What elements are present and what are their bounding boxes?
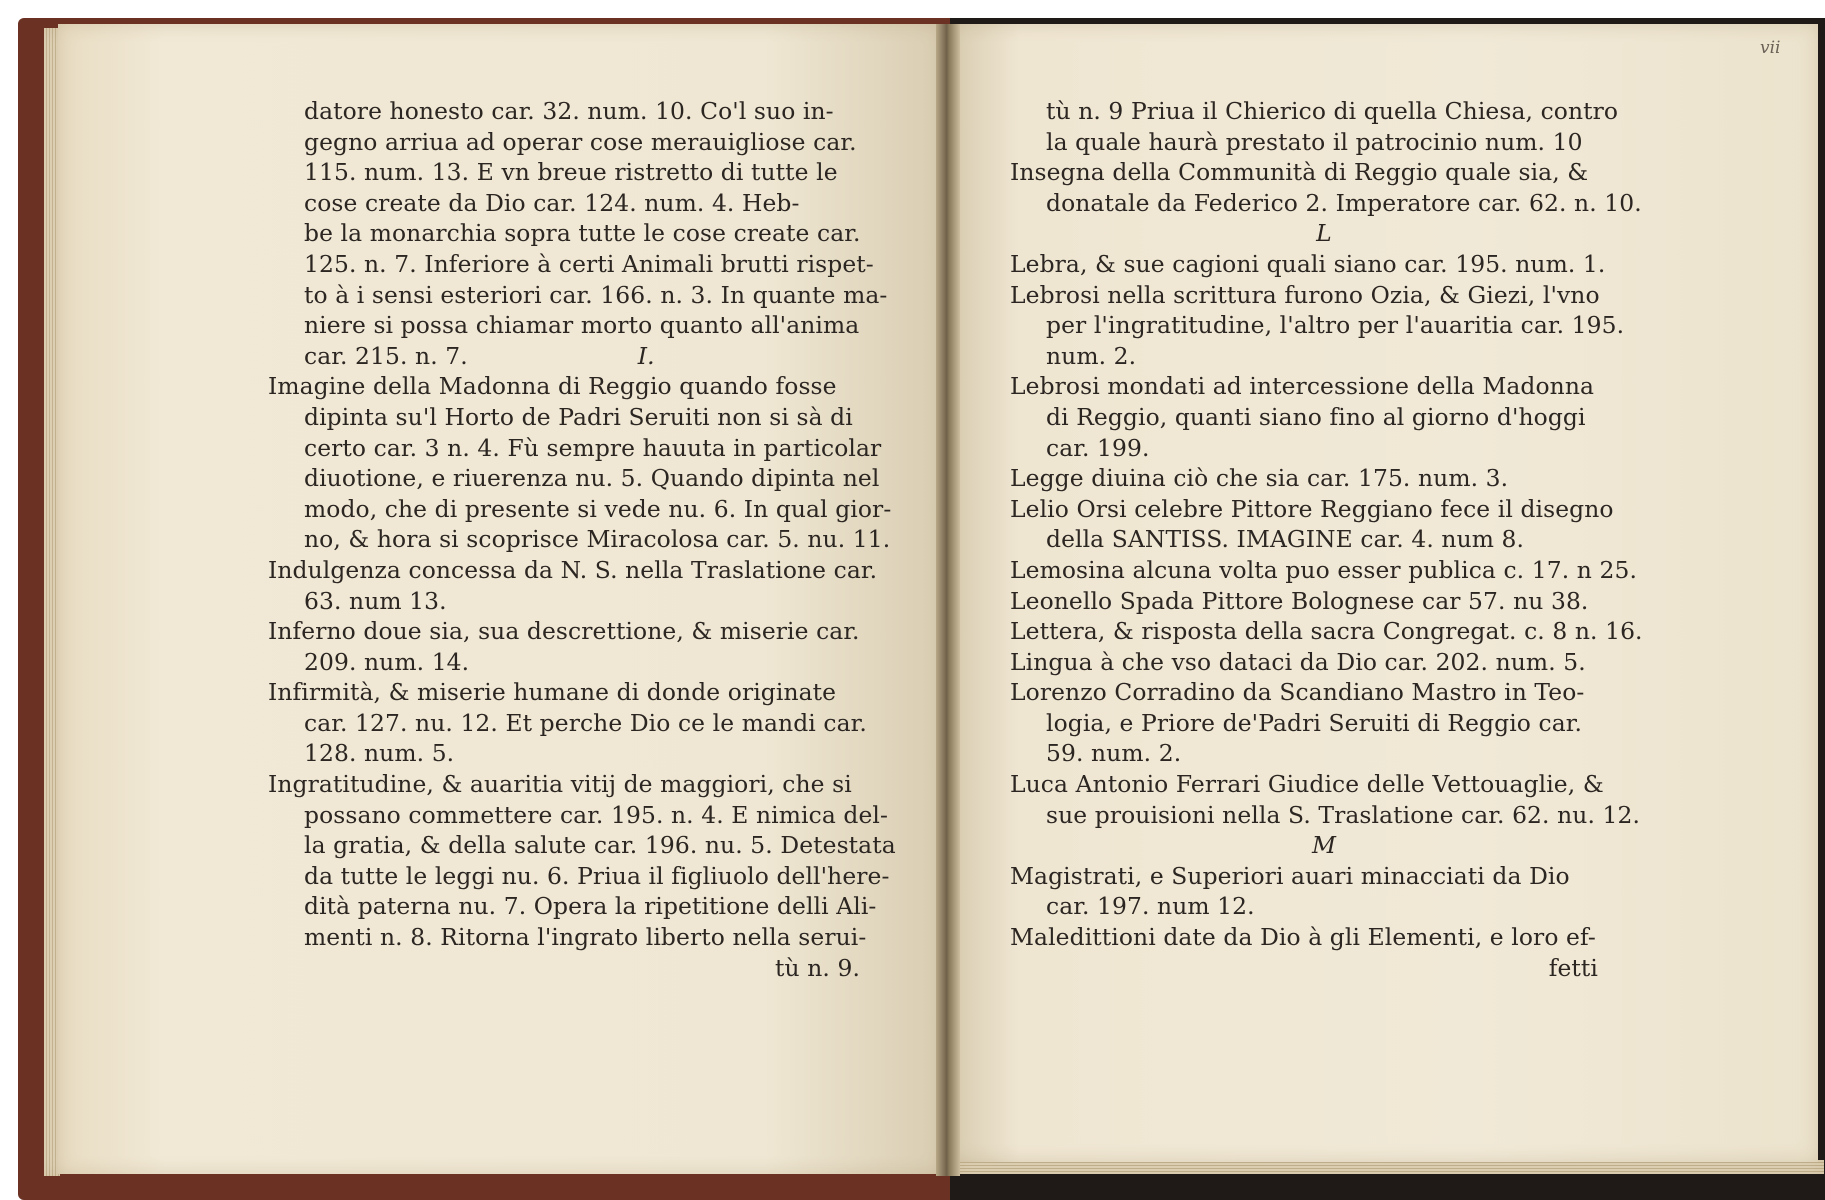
catchword: tù n. 9. <box>775 953 860 982</box>
text-line: 59. num. 2. <box>1046 739 1182 768</box>
index-entry <box>268 677 867 769</box>
text-line: car. 199. <box>1046 433 1150 462</box>
text-line: donatale da Federico 2. Imperatore car. 62. n. 10. <box>1046 188 1642 217</box>
text-line: certo car. 3 n. 4. Fù sempre hauuta in particolar <box>304 433 882 462</box>
index-entry <box>1010 249 1606 280</box>
text-line: Lebrosi mondati ad intercessione della Madonna <box>1010 372 1595 401</box>
text-line: to à i sensi esteriori car. 166. n. 3. In quante ma- <box>304 280 888 309</box>
text-line: Insegna della Communità di Reggio quale sia, & <box>1010 158 1589 187</box>
index-entry <box>1010 157 1642 218</box>
text-line: Inferno doue sia, sua descrettione, & miserie car. <box>268 617 860 646</box>
index-entry <box>268 555 878 616</box>
text-line: 63. num 13. <box>304 586 447 615</box>
index-entry <box>1010 494 1614 555</box>
index-entry <box>1010 861 1602 922</box>
text-line: Leonello Spada Pittore Bolognese car 57. nu 38. <box>1010 586 1589 615</box>
right-page-stack-edge <box>956 1160 1824 1174</box>
index-entry-continuation <box>1046 96 1619 157</box>
text-line: Magistrati, e Superiori auari minacciati da Dio <box>1010 861 1570 890</box>
text-line: la quale haurà prestato il patrocinio num. 10 <box>1046 127 1583 156</box>
text-line: sue prouisioni nella S. Traslatione car. 62. nu. 12. <box>1046 800 1641 829</box>
text-line: diuotione, e riuerenza nu. 5. Quando dipinta nel <box>304 464 880 493</box>
index-entry-continuation <box>304 96 888 371</box>
text-line: logia, e Priore de'Padri Seruiti di Reggio car. <box>1046 708 1582 737</box>
index-entry <box>1010 463 1602 494</box>
text-line: Infirmità, & miserie humane di donde originate <box>268 678 837 707</box>
text-line: datore honesto car. 32. num. 10. Co'l suo in- <box>304 97 834 125</box>
text-line: niere si possa chiamar morto quanto all'anima <box>304 311 860 340</box>
text-line: dità paterna nu. 7. Opera la ripetitione delli Ali- <box>304 892 877 921</box>
text-line: per l'ingratitudine, l'altro per l'auaritia car. 195. <box>1046 311 1625 340</box>
text-line: menti n. 8. Ritorna l'ingrato liberto nella serui- <box>304 923 867 952</box>
right-index-column <box>1010 96 1643 983</box>
index-entry <box>1010 555 1637 586</box>
book-gutter <box>936 24 960 1176</box>
text-line: modo, che di presente si vede nu. 6. In qual gior- <box>304 494 892 523</box>
index-entry <box>1010 922 1602 953</box>
text-line: cose create da Dio car. 124. num. 4. Heb- <box>304 188 800 217</box>
section-letter-m: M <box>1311 831 1337 860</box>
text-line: la gratia, & della salute car. 196. nu. 5. Detestata <box>304 831 896 860</box>
text-line: della SANTISS. IMAGINE car. 4. num 8. <box>1046 525 1525 554</box>
text-line: Legge diuina ciò che sia car. 175. num. 3. <box>1010 464 1509 493</box>
text-line: Lebra, & sue cagioni quali siano car. 195. num. 1. <box>1010 249 1606 278</box>
section-letter-l: L <box>1316 219 1332 248</box>
text-line: Lebrosi nella scrittura furono Ozia, & Giezi, l'vno <box>1010 280 1600 309</box>
catchword: fetti <box>1548 953 1598 982</box>
index-entry <box>1010 677 1602 769</box>
index-entry <box>1010 371 1602 463</box>
text-line: Maledittioni date da Dio à gli Elementi, e loro ef- <box>1010 923 1596 952</box>
text-line: Lelio Orsi celebre Pittore Reggiano fece il disegno <box>1010 494 1614 523</box>
text-line: Ingratitudine, & auaritia vitij de maggiori, che si <box>268 770 852 799</box>
folio-mark: vii <box>1760 38 1781 58</box>
text-line: possano commettere car. 195. n. 4. E nimica del- <box>304 800 889 829</box>
text-line: 128. num. 5. <box>304 739 455 768</box>
text-line: num. 2. <box>1046 341 1137 370</box>
text-line: Luca Antonio Ferrari Giudice delle Vettouaglie, & <box>1010 770 1604 799</box>
text-line: Indulgenza concessa da N. S. nella Traslatione car. <box>268 555 878 584</box>
index-entry <box>1010 586 1602 617</box>
left-index-column <box>268 96 896 983</box>
text-line: 115. num. 13. E vn breue ristretto di tutte le <box>304 158 838 187</box>
index-entry <box>1010 616 1643 647</box>
section-letter-i: I. <box>637 341 655 370</box>
text-line: car. 127. nu. 12. Et perche Dio ce le mandi car. <box>304 708 867 737</box>
text-line: Lettera, & risposta della sacra Congregat. c. 8 n. 16. <box>1010 617 1643 646</box>
index-entry <box>1010 280 1625 372</box>
text-line: Imagine della Madonna di Reggio quando fosse <box>268 372 837 401</box>
text-line: Lemosina alcuna volta puo esser publica c. 17. n 25. <box>1010 555 1637 584</box>
text-line: Lorenzo Corradino da Scandiano Mastro in Teo- <box>1010 678 1585 707</box>
text-line <box>304 341 864 372</box>
text-line: gegno arriua ad operar cose merauigliose car. <box>304 127 857 156</box>
text-line: no, & hora si scoprisce Miracolosa car. 5. nu. 11. <box>304 525 891 554</box>
text-line: 209. num. 14. <box>304 647 470 676</box>
text-line: dipinta su'l Horto de Padri Seruiti non si sà di <box>304 402 853 431</box>
text-line: 125. n. 7. Inferiore à certi Animali brutti rispet- <box>304 249 874 278</box>
index-entry <box>268 616 864 677</box>
text-line: di Reggio, quanti siano fino al giorno d'hoggi <box>1046 402 1586 431</box>
text-line: car. 197. num 12. <box>1046 892 1255 921</box>
text-line: Lingua à che vso dataci da Dio car. 202. num. 5. <box>1010 647 1586 676</box>
index-entry <box>1010 769 1641 830</box>
text-line: da tutte le leggi nu. 6. Priua il figliuolo dell'here- <box>304 861 890 890</box>
text-fragment: car. 215. n. 7. <box>304 341 468 370</box>
text-line: tù n. 9 Priua il Chierico di quella Chiesa, contro <box>1046 97 1619 125</box>
text-line: be la monarchia sopra tutte le cose create car. <box>304 219 861 248</box>
index-entry <box>268 769 896 953</box>
index-entry <box>268 371 892 555</box>
index-entry <box>1010 647 1602 678</box>
